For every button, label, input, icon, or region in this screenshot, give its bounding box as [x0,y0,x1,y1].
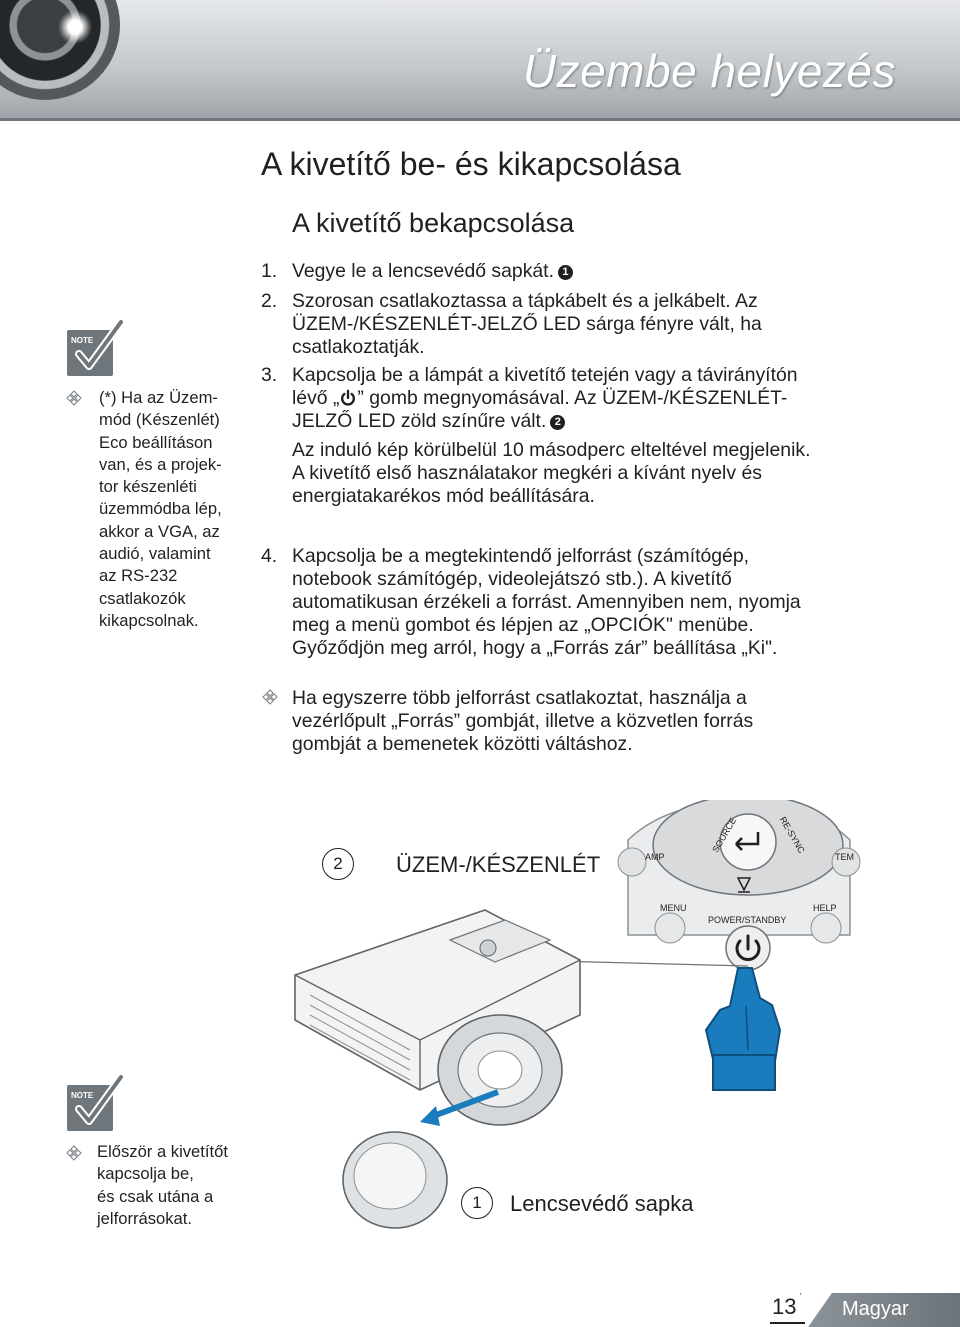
step-1-number: 1. [261,260,278,282]
step-3-text-post: ” gomb megnyomásával. Az ÜZEM-/KÉSZENLÉT- [357,387,788,409]
note-line: (*) Ha az Üzem- [99,388,218,407]
panel-resync-label: RE-SYNC [777,814,807,856]
step-2-text [292,290,932,359]
panel-help-label: HELP [813,903,837,913]
power-icon [339,389,357,407]
note-line: csatlakozók [99,588,186,608]
step-3-extra-line: energiatakarékos mód beállítására. [292,485,595,507]
control-panel-zoom [618,800,860,970]
lens-glint [58,10,92,44]
step-3-text [292,364,932,508]
step-4-line: automatikusan érzékeli a forrást. Amennyiben nem, nyomja [292,591,801,613]
projector-body [295,910,580,1125]
step-4-number: 4. [261,545,278,567]
callout-1-badge: 1 [461,1187,493,1219]
step-1-line: Vegye le a lencsevédő sapkát. [292,260,554,282]
note-line: az RS-232 [99,566,178,586]
note-line: tor készenléti [99,477,197,497]
note-line: üzemmódba lép, [99,499,222,519]
step-3-text-last: JELZŐ LED zöld színűre vált. [292,410,547,432]
step-4-text [292,545,932,660]
callout-1-label: Lencsevédő sapka [510,1191,694,1216]
note-label: NOTE [71,1091,94,1100]
callout-2-badge: 2 [322,848,354,880]
note-2-text [97,1141,267,1230]
note-line: Először a kivetítőt [97,1142,228,1161]
tip-line: vezérlőpult „Forrás” gombját, illetve a közvetlen forrás [292,710,754,732]
step-3-line [292,387,932,410]
note-bullet-icon [66,390,82,406]
panel-source-label: SOURCE [710,815,739,855]
step-2-line: ÜZEM-/KÉSZENLÉT-JELZŐ LED sárga fényre vált, ha [292,313,762,335]
header-rule [0,118,960,121]
step-1-badge: 1 [558,265,573,280]
note-line: kapcsolja be, [97,1164,194,1184]
note-check-icon [65,1075,125,1135]
step-4-line: meg a menü gombot és lépjen az „OPCIÓK" menübe. [292,614,754,636]
section-title: A kivetítő be- és kikapcsolása [261,146,681,182]
step-3-text-pre: lévő „ [292,387,340,409]
header-title: Üzembe helyezés [522,45,896,97]
tip-line: Ha egyszerre több jelforrást csatlakoztat, használja a [292,687,747,709]
note-line: Eco beállításon [99,432,213,452]
panel-power-label: POWER/STANDBY [708,915,787,925]
callout-2-label: ÜZEM-/KÉSZENLÉT [396,852,601,877]
hand-graphic [706,968,780,1090]
lens-cap [343,1132,447,1228]
panel-menu-label: MENU [660,903,687,913]
sub-title: A kivetítő bekapcsolása [292,208,575,238]
tip-line: gombját a bemenetek közötti váltáshoz. [292,733,633,755]
note-line: jelforrásokat. [97,1208,192,1228]
projector-illustration [250,800,950,1260]
step-1-text [292,260,932,283]
note-line: akkor a VGA, az [99,521,220,541]
step-4-line: notebook számítógép, videolejátszó stb.). A kivetítő [292,568,732,590]
step-3-line [292,410,932,433]
note-1-text [99,387,259,632]
step-2-line: csatlakoztatják. [292,336,425,358]
panel-lamp-label: AMP [645,852,665,862]
note-label: NOTE [71,336,94,345]
step-4-line: Győződjön meg arról, hogy a „Forrás zár” beállítása „Ki". [292,637,778,659]
step-2-line: Szorosan csatlakoztassa a tápkábelt és a jelkábelt. Az [292,290,758,312]
note-line: kikapcsolnak. [99,610,199,630]
panel-temp-label: TEM [835,852,854,862]
note-check-icon [65,320,125,380]
note-bullet-icon [66,1145,82,1161]
note-line: és csak utána a [97,1186,214,1206]
step-4-line: Kapcsolja be a megtekintendő jelforrást (számítógép, [292,545,750,567]
step-3-extra-line: Az induló kép körülbelül 10 másodperc elteltével megjelenik. [292,439,811,461]
note-line: mód (Készenlét) [99,410,220,430]
step-3-badge: 2 [550,415,565,430]
step-3-line: Kapcsolja be a lámpát a kivetítő tetején vagy a távirányítón [292,364,798,386]
step-3-number: 3. [261,364,278,386]
page-language: Magyar [842,1298,909,1320]
page-number: 13 [772,1294,797,1319]
step-3-extra-line: A kivetítő első használatakor megkéri a kívánt nyelv és [292,462,762,484]
note-line: van, és a projek- [99,454,222,474]
step-2-number: 2. [261,290,278,312]
tip-text [292,687,932,756]
page-number-underline [770,1322,805,1324]
tip-bullet-icon [262,689,278,705]
note-line: audió, valamint [99,544,211,564]
